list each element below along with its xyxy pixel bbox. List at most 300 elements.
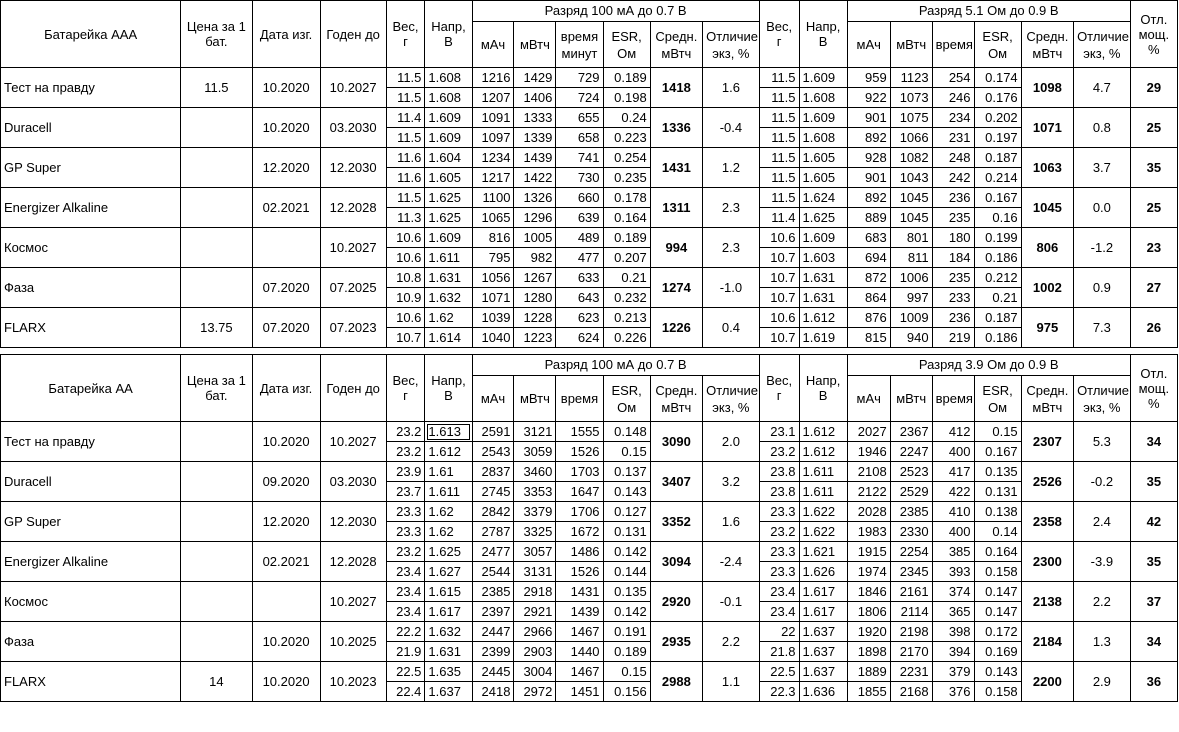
cell-date-made[interactable]: 10.2020 <box>252 662 320 702</box>
cell-diff[interactable]: 1.6 <box>703 68 760 108</box>
cell-diff[interactable]: 2.3 <box>703 188 760 228</box>
cell-mwh[interactable]: 3325 <box>514 522 556 542</box>
cell-power[interactable]: 42 <box>1130 502 1177 542</box>
cell-mah-2[interactable]: 1920 <box>847 622 890 642</box>
cell-weight[interactable]: 10.6 <box>386 248 425 268</box>
cell-mah[interactable]: 2445 <box>472 662 514 682</box>
cell-valid-until[interactable]: 07.2025 <box>320 268 386 308</box>
cell-mwh-2[interactable]: 2168 <box>890 682 932 702</box>
cell-name[interactable]: Duracell <box>1 462 181 502</box>
cell-time-2[interactable]: 376 <box>932 682 974 702</box>
cell-time[interactable]: 639 <box>556 208 603 228</box>
header-date-made[interactable]: Дата изг. <box>252 355 320 422</box>
cell-mah-2[interactable]: 892 <box>847 188 890 208</box>
cell-esr[interactable]: 0.131 <box>603 522 650 542</box>
cell-esr[interactable]: 0.127 <box>603 502 650 522</box>
cell-diff[interactable]: 1.1 <box>703 662 760 702</box>
cell-date-made[interactable]: 02.2021 <box>252 188 320 228</box>
cell-esr-2[interactable]: 0.197 <box>974 128 1021 148</box>
header-weight-2[interactable]: Вес, г <box>759 1 799 68</box>
cell-avg-2[interactable]: 1002 <box>1021 268 1073 308</box>
cell-mah[interactable]: 1040 <box>472 328 514 348</box>
cell-weight[interactable]: 23.7 <box>386 482 425 502</box>
cell-mwh-2[interactable]: 2385 <box>890 502 932 522</box>
cell-avg[interactable]: 2935 <box>650 622 702 662</box>
cell-time-2[interactable]: 254 <box>932 68 974 88</box>
header-valid-until[interactable]: Годен до <box>320 355 386 422</box>
cell-date-made[interactable]: 12.2020 <box>252 502 320 542</box>
cell-diff-2[interactable]: 7.3 <box>1074 308 1131 348</box>
cell-mwh[interactable]: 1280 <box>514 288 556 308</box>
cell-mah-2[interactable]: 864 <box>847 288 890 308</box>
cell-voltage[interactable]: 1.608 <box>425 68 472 88</box>
cell-voltage[interactable]: 1.615 <box>425 582 472 602</box>
cell-mwh-2[interactable]: 1009 <box>890 308 932 328</box>
cell-valid-until[interactable]: 10.2027 <box>320 228 386 268</box>
cell-mah[interactable]: 816 <box>472 228 514 248</box>
cell-weight-2[interactable]: 10.6 <box>759 228 799 248</box>
cell-price[interactable] <box>181 582 252 622</box>
cell-weight[interactable]: 21.9 <box>386 642 425 662</box>
cell-weight-2[interactable]: 10.7 <box>759 268 799 288</box>
cell-mwh-2[interactable]: 2161 <box>890 582 932 602</box>
header-esr[interactable]: ESR, Ом <box>603 22 650 68</box>
cell-price[interactable] <box>181 108 252 148</box>
cell-time-2[interactable]: 236 <box>932 188 974 208</box>
cell-mah[interactable]: 2447 <box>472 622 514 642</box>
cell-voltage-2[interactable]: 1.631 <box>799 268 847 288</box>
cell-voltage-2[interactable]: 1.621 <box>799 542 847 562</box>
header-group-discharge-2[interactable]: Разряд 5.1 Ом до 0.9 В <box>847 1 1130 22</box>
cell-esr-2[interactable]: 0.212 <box>974 268 1021 288</box>
cell-mwh[interactable]: 3057 <box>514 542 556 562</box>
header-diff-2[interactable]: Отличие экз, % <box>1074 376 1131 422</box>
cell-voltage-2[interactable]: 1.622 <box>799 502 847 522</box>
cell-name[interactable]: GP Super <box>1 502 181 542</box>
cell-voltage-2[interactable]: 1.617 <box>799 602 847 622</box>
cell-weight-2[interactable]: 23.3 <box>759 542 799 562</box>
cell-diff[interactable]: 0.4 <box>703 308 760 348</box>
cell-diff-2[interactable]: 1.3 <box>1074 622 1131 662</box>
cell-voltage-2[interactable]: 1.637 <box>799 622 847 642</box>
cell-mwh[interactable]: 1439 <box>514 148 556 168</box>
cell-power[interactable]: 35 <box>1130 462 1177 502</box>
cell-mah[interactable]: 2385 <box>472 582 514 602</box>
cell-esr[interactable]: 0.226 <box>603 328 650 348</box>
cell-mah-2[interactable]: 2028 <box>847 502 890 522</box>
cell-weight[interactable]: 11.6 <box>386 168 425 188</box>
cell-mwh-2[interactable]: 2231 <box>890 662 932 682</box>
cell-date-made[interactable] <box>252 582 320 622</box>
cell-time-2[interactable]: 233 <box>932 288 974 308</box>
cell-weight-2[interactable]: 23.8 <box>759 482 799 502</box>
cell-voltage[interactable]: 1.62 <box>425 502 472 522</box>
cell-weight-2[interactable]: 23.3 <box>759 562 799 582</box>
cell-time[interactable]: 1439 <box>556 602 603 622</box>
header-avg[interactable]: Средн. мВтч <box>650 22 702 68</box>
cell-esr[interactable]: 0.207 <box>603 248 650 268</box>
cell-voltage[interactable]: 1.62 <box>425 308 472 328</box>
cell-time[interactable]: 730 <box>556 168 603 188</box>
cell-mwh-2[interactable]: 1066 <box>890 128 932 148</box>
cell-voltage-2[interactable]: 1.619 <box>799 328 847 348</box>
cell-date-made[interactable]: 10.2020 <box>252 422 320 462</box>
cell-mah-2[interactable]: 892 <box>847 128 890 148</box>
cell-power[interactable]: 34 <box>1130 422 1177 462</box>
cell-valid-until[interactable]: 10.2027 <box>320 422 386 462</box>
cell-valid-until[interactable]: 10.2027 <box>320 582 386 622</box>
cell-avg-2[interactable]: 2184 <box>1021 622 1073 662</box>
cell-time[interactable]: 1440 <box>556 642 603 662</box>
cell-date-made[interactable]: 10.2020 <box>252 622 320 662</box>
cell-esr-2[interactable]: 0.214 <box>974 168 1021 188</box>
header-power[interactable]: Отл. мощ. % <box>1130 1 1177 68</box>
cell-mah[interactable]: 1071 <box>472 288 514 308</box>
cell-weight-2[interactable]: 22.5 <box>759 662 799 682</box>
cell-voltage-2[interactable]: 1.608 <box>799 128 847 148</box>
cell-mah-2[interactable]: 901 <box>847 108 890 128</box>
cell-esr[interactable]: 0.143 <box>603 482 650 502</box>
cell-mah-2[interactable]: 683 <box>847 228 890 248</box>
cell-name[interactable]: FLARX <box>1 662 181 702</box>
cell-voltage-2[interactable]: 1.611 <box>799 462 847 482</box>
cell-diff-2[interactable]: 2.2 <box>1074 582 1131 622</box>
cell-mah[interactable]: 1065 <box>472 208 514 228</box>
cell-esr[interactable]: 0.235 <box>603 168 650 188</box>
cell-weight-2[interactable]: 23.1 <box>759 422 799 442</box>
cell-time-2[interactable]: 394 <box>932 642 974 662</box>
cell-weight-2[interactable]: 22.3 <box>759 682 799 702</box>
cell-esr-2[interactable]: 0.16 <box>974 208 1021 228</box>
header-group-discharge-1[interactable]: Разряд 100 мА до 0.7 В <box>472 355 759 376</box>
cell-esr[interactable]: 0.213 <box>603 308 650 328</box>
cell-time[interactable]: 1486 <box>556 542 603 562</box>
cell-esr-2[interactable]: 0.164 <box>974 542 1021 562</box>
cell-mwh[interactable]: 2918 <box>514 582 556 602</box>
cell-voltage-2[interactable]: 1.609 <box>799 68 847 88</box>
cell-voltage[interactable]: 1.608 <box>425 88 472 108</box>
cell-voltage[interactable]: 1.62 <box>425 522 472 542</box>
cell-mwh-2[interactable]: 1082 <box>890 148 932 168</box>
header-price[interactable]: Цена за 1 бат. <box>181 1 252 68</box>
cell-time[interactable]: 489 <box>556 228 603 248</box>
cell-mwh[interactable]: 1339 <box>514 128 556 148</box>
cell-time[interactable]: 660 <box>556 188 603 208</box>
cell-weight[interactable]: 23.2 <box>386 442 425 462</box>
cell-avg-2[interactable]: 1098 <box>1021 68 1073 108</box>
cell-avg-2[interactable]: 2300 <box>1021 542 1073 582</box>
cell-voltage[interactable]: 1.613 <box>425 422 472 442</box>
cell-weight[interactable]: 23.2 <box>386 542 425 562</box>
cell-avg-2[interactable]: 2307 <box>1021 422 1073 462</box>
cell-voltage[interactable]: 1.614 <box>425 328 472 348</box>
cell-diff[interactable]: 2.2 <box>703 622 760 662</box>
cell-mah[interactable]: 2543 <box>472 442 514 462</box>
cell-diff[interactable]: 1.6 <box>703 502 760 542</box>
cell-esr[interactable]: 0.164 <box>603 208 650 228</box>
cell-diff-2[interactable]: -0.2 <box>1074 462 1131 502</box>
cell-diff-2[interactable]: 5.3 <box>1074 422 1131 462</box>
cell-price[interactable]: 14 <box>181 662 252 702</box>
cell-weight[interactable]: 11.5 <box>386 128 425 148</box>
header-voltage[interactable]: Напр, В <box>425 355 472 422</box>
header-time-2[interactable]: время <box>932 376 974 422</box>
cell-diff[interactable]: 2.3 <box>703 228 760 268</box>
header-group-discharge-2[interactable]: Разряд 3.9 Ом до 0.9 В <box>847 355 1130 376</box>
cell-weight-2[interactable]: 23.2 <box>759 522 799 542</box>
cell-avg-2[interactable]: 2358 <box>1021 502 1073 542</box>
cell-voltage[interactable]: 1.637 <box>425 682 472 702</box>
header-avg-2[interactable]: Средн. мВтч <box>1021 376 1073 422</box>
cell-voltage[interactable]: 1.605 <box>425 168 472 188</box>
cell-time[interactable]: 643 <box>556 288 603 308</box>
cell-mah[interactable]: 2591 <box>472 422 514 442</box>
cell-time[interactable]: 1672 <box>556 522 603 542</box>
cell-voltage[interactable]: 1.631 <box>425 642 472 662</box>
cell-date-made[interactable]: 10.2020 <box>252 108 320 148</box>
cell-mah[interactable]: 1056 <box>472 268 514 288</box>
cell-weight[interactable]: 23.2 <box>386 422 425 442</box>
cell-mwh-2[interactable]: 2330 <box>890 522 932 542</box>
cell-time-2[interactable]: 374 <box>932 582 974 602</box>
cell-mah-2[interactable]: 1889 <box>847 662 890 682</box>
cell-avg[interactable]: 1274 <box>650 268 702 308</box>
cell-avg[interactable]: 2920 <box>650 582 702 622</box>
cell-voltage-2[interactable]: 1.631 <box>799 288 847 308</box>
cell-time-2[interactable]: 248 <box>932 148 974 168</box>
cell-power[interactable]: 35 <box>1130 542 1177 582</box>
cell-valid-until[interactable]: 10.2025 <box>320 622 386 662</box>
cell-esr[interactable]: 0.144 <box>603 562 650 582</box>
cell-valid-until[interactable]: 03.2030 <box>320 108 386 148</box>
cell-price[interactable] <box>181 188 252 228</box>
header-date-made[interactable]: Дата изг. <box>252 1 320 68</box>
cell-time[interactable]: 729 <box>556 68 603 88</box>
cell-time[interactable]: 1526 <box>556 562 603 582</box>
header-avg[interactable]: Средн. мВтч <box>650 376 702 422</box>
header-esr-2[interactable]: ESR, Ом <box>974 376 1021 422</box>
cell-voltage-2[interactable]: 1.609 <box>799 228 847 248</box>
cell-mwh-2[interactable]: 1043 <box>890 168 932 188</box>
cell-weight-2[interactable]: 23.3 <box>759 502 799 522</box>
cell-time[interactable]: 633 <box>556 268 603 288</box>
header-valid-until[interactable]: Годен до <box>320 1 386 68</box>
cell-date-made[interactable]: 07.2020 <box>252 308 320 348</box>
cell-weight-2[interactable]: 11.5 <box>759 68 799 88</box>
cell-time-2[interactable]: 234 <box>932 108 974 128</box>
cell-weight-2[interactable]: 23.2 <box>759 442 799 462</box>
cell-weight-2[interactable]: 23.4 <box>759 602 799 622</box>
cell-diff[interactable]: -2.4 <box>703 542 760 582</box>
cell-weight-2[interactable]: 11.5 <box>759 188 799 208</box>
cell-esr[interactable]: 0.223 <box>603 128 650 148</box>
cell-mwh-2[interactable]: 2345 <box>890 562 932 582</box>
header-mah-2[interactable]: мАч <box>847 22 890 68</box>
cell-avg-2[interactable]: 806 <box>1021 228 1073 268</box>
cell-name[interactable]: Космос <box>1 228 181 268</box>
cell-weight-2[interactable]: 22 <box>759 622 799 642</box>
cell-time[interactable]: 1431 <box>556 582 603 602</box>
cell-mah[interactable]: 2745 <box>472 482 514 502</box>
cell-avg[interactable]: 3407 <box>650 462 702 502</box>
cell-mah-2[interactable]: 1946 <box>847 442 890 462</box>
cell-voltage-2[interactable]: 1.637 <box>799 642 847 662</box>
cell-voltage[interactable]: 1.609 <box>425 108 472 128</box>
header-diff-2[interactable]: Отличие экз, % <box>1074 22 1131 68</box>
header-esr-2[interactable]: ESR, Ом <box>974 22 1021 68</box>
cell-weight-2[interactable]: 11.4 <box>759 208 799 228</box>
cell-weight-2[interactable]: 23.4 <box>759 582 799 602</box>
cell-date-made[interactable]: 02.2021 <box>252 542 320 582</box>
cell-voltage-2[interactable]: 1.611 <box>799 482 847 502</box>
cell-time[interactable]: 1467 <box>556 622 603 642</box>
cell-avg[interactable]: 994 <box>650 228 702 268</box>
cell-mwh-2[interactable]: 1123 <box>890 68 932 88</box>
cell-mwh[interactable]: 1223 <box>514 328 556 348</box>
cell-esr-2[interactable]: 0.186 <box>974 248 1021 268</box>
cell-avg-2[interactable]: 2200 <box>1021 662 1073 702</box>
cell-weight[interactable]: 23.4 <box>386 602 425 622</box>
cell-time-2[interactable]: 242 <box>932 168 974 188</box>
cell-avg[interactable]: 1226 <box>650 308 702 348</box>
cell-mwh[interactable]: 2903 <box>514 642 556 662</box>
cell-power[interactable]: 36 <box>1130 662 1177 702</box>
cell-power[interactable]: 35 <box>1130 148 1177 188</box>
cell-mah-2[interactable]: 1974 <box>847 562 890 582</box>
cell-price[interactable] <box>181 422 252 462</box>
cell-time[interactable]: 724 <box>556 88 603 108</box>
cell-time-2[interactable]: 180 <box>932 228 974 248</box>
cell-voltage[interactable]: 1.631 <box>425 268 472 288</box>
cell-weight-2[interactable]: 11.5 <box>759 148 799 168</box>
cell-time[interactable]: 655 <box>556 108 603 128</box>
cell-diff[interactable]: 1.2 <box>703 148 760 188</box>
cell-weight-2[interactable]: 11.5 <box>759 88 799 108</box>
cell-weight[interactable]: 10.6 <box>386 228 425 248</box>
cell-mwh-2[interactable]: 1073 <box>890 88 932 108</box>
cell-voltage-2[interactable]: 1.603 <box>799 248 847 268</box>
header-voltage-2[interactable]: Напр, В <box>799 355 847 422</box>
cell-mah[interactable]: 2397 <box>472 602 514 622</box>
cell-weight-2[interactable]: 10.7 <box>759 328 799 348</box>
cell-avg[interactable]: 1418 <box>650 68 702 108</box>
cell-weight-2[interactable]: 10.7 <box>759 288 799 308</box>
cell-esr-2[interactable]: 0.147 <box>974 602 1021 622</box>
cell-esr[interactable]: 0.15 <box>603 662 650 682</box>
cell-mah-2[interactable]: 876 <box>847 308 890 328</box>
cell-power[interactable]: 37 <box>1130 582 1177 622</box>
cell-mwh[interactable]: 3131 <box>514 562 556 582</box>
cell-mwh-2[interactable]: 2367 <box>890 422 932 442</box>
cell-mwh[interactable]: 982 <box>514 248 556 268</box>
cell-weight-2[interactable]: 21.8 <box>759 642 799 662</box>
cell-mah-2[interactable]: 889 <box>847 208 890 228</box>
cell-voltage-2[interactable]: 1.612 <box>799 308 847 328</box>
cell-esr[interactable]: 0.189 <box>603 642 650 662</box>
cell-avg[interactable]: 3352 <box>650 502 702 542</box>
cell-power[interactable]: 29 <box>1130 68 1177 108</box>
cell-voltage[interactable]: 1.625 <box>425 188 472 208</box>
cell-power[interactable]: 26 <box>1130 308 1177 348</box>
cell-time[interactable]: 1706 <box>556 502 603 522</box>
header-voltage[interactable]: Напр, В <box>425 1 472 68</box>
cell-avg[interactable]: 2988 <box>650 662 702 702</box>
cell-mah[interactable]: 1216 <box>472 68 514 88</box>
header-weight-2[interactable]: Вес, г <box>759 355 799 422</box>
cell-mah-2[interactable]: 815 <box>847 328 890 348</box>
cell-mwh-2[interactable]: 997 <box>890 288 932 308</box>
cell-price[interactable] <box>181 148 252 188</box>
cell-esr-2[interactable]: 0.176 <box>974 88 1021 108</box>
cell-mah-2[interactable]: 1846 <box>847 582 890 602</box>
cell-diff-2[interactable]: 2.4 <box>1074 502 1131 542</box>
cell-mah-2[interactable]: 901 <box>847 168 890 188</box>
cell-mah[interactable]: 2477 <box>472 542 514 562</box>
cell-mah[interactable]: 2399 <box>472 642 514 662</box>
header-mwh-2[interactable]: мВтч <box>890 376 932 422</box>
cell-esr[interactable]: 0.254 <box>603 148 650 168</box>
cell-diff-2[interactable]: 0.0 <box>1074 188 1131 228</box>
cell-mwh[interactable]: 3379 <box>514 502 556 522</box>
header-mwh[interactable]: мВтч <box>514 376 556 422</box>
cell-mwh-2[interactable]: 2247 <box>890 442 932 462</box>
cell-time[interactable]: 1467 <box>556 662 603 682</box>
cell-time-2[interactable]: 393 <box>932 562 974 582</box>
cell-mah-2[interactable]: 872 <box>847 268 890 288</box>
cell-voltage-2[interactable]: 1.605 <box>799 148 847 168</box>
cell-time-2[interactable]: 412 <box>932 422 974 442</box>
cell-mah[interactable]: 1100 <box>472 188 514 208</box>
cell-mah-2[interactable]: 922 <box>847 88 890 108</box>
cell-time-2[interactable]: 235 <box>932 208 974 228</box>
cell-time-2[interactable]: 400 <box>932 442 974 462</box>
cell-mwh[interactable]: 3460 <box>514 462 556 482</box>
cell-mwh[interactable]: 1005 <box>514 228 556 248</box>
cell-voltage[interactable]: 1.612 <box>425 442 472 462</box>
cell-esr-2[interactable]: 0.199 <box>974 228 1021 248</box>
cell-weight-2[interactable]: 11.5 <box>759 108 799 128</box>
cell-esr-2[interactable]: 0.169 <box>974 642 1021 662</box>
cell-esr-2[interactable]: 0.138 <box>974 502 1021 522</box>
cell-date-made[interactable] <box>252 228 320 268</box>
cell-name[interactable]: GP Super <box>1 148 181 188</box>
cell-name[interactable]: FLARX <box>1 308 181 348</box>
cell-voltage[interactable]: 1.632 <box>425 622 472 642</box>
cell-esr[interactable]: 0.198 <box>603 88 650 108</box>
cell-mah[interactable]: 1039 <box>472 308 514 328</box>
cell-weight[interactable]: 22.4 <box>386 682 425 702</box>
cell-esr-2[interactable]: 0.167 <box>974 188 1021 208</box>
cell-price[interactable] <box>181 542 252 582</box>
header-esr[interactable]: ESR, Ом <box>603 376 650 422</box>
cell-mah-2[interactable]: 2027 <box>847 422 890 442</box>
cell-weight[interactable]: 11.3 <box>386 208 425 228</box>
header-mah[interactable]: мАч <box>472 376 514 422</box>
cell-time-2[interactable]: 365 <box>932 602 974 622</box>
cell-diff[interactable]: -0.4 <box>703 108 760 148</box>
cell-power[interactable]: 34 <box>1130 622 1177 662</box>
cell-mwh-2[interactable]: 2198 <box>890 622 932 642</box>
cell-time-2[interactable]: 236 <box>932 308 974 328</box>
cell-valid-until[interactable]: 10.2027 <box>320 68 386 108</box>
cell-voltage-2[interactable]: 1.624 <box>799 188 847 208</box>
cell-mah-2[interactable]: 1855 <box>847 682 890 702</box>
cell-avg-2[interactable]: 1071 <box>1021 108 1073 148</box>
cell-avg-2[interactable]: 2526 <box>1021 462 1073 502</box>
cell-time[interactable]: 658 <box>556 128 603 148</box>
header-avg-2[interactable]: Средн. мВтч <box>1021 22 1073 68</box>
cell-diff-2[interactable]: 4.7 <box>1074 68 1131 108</box>
